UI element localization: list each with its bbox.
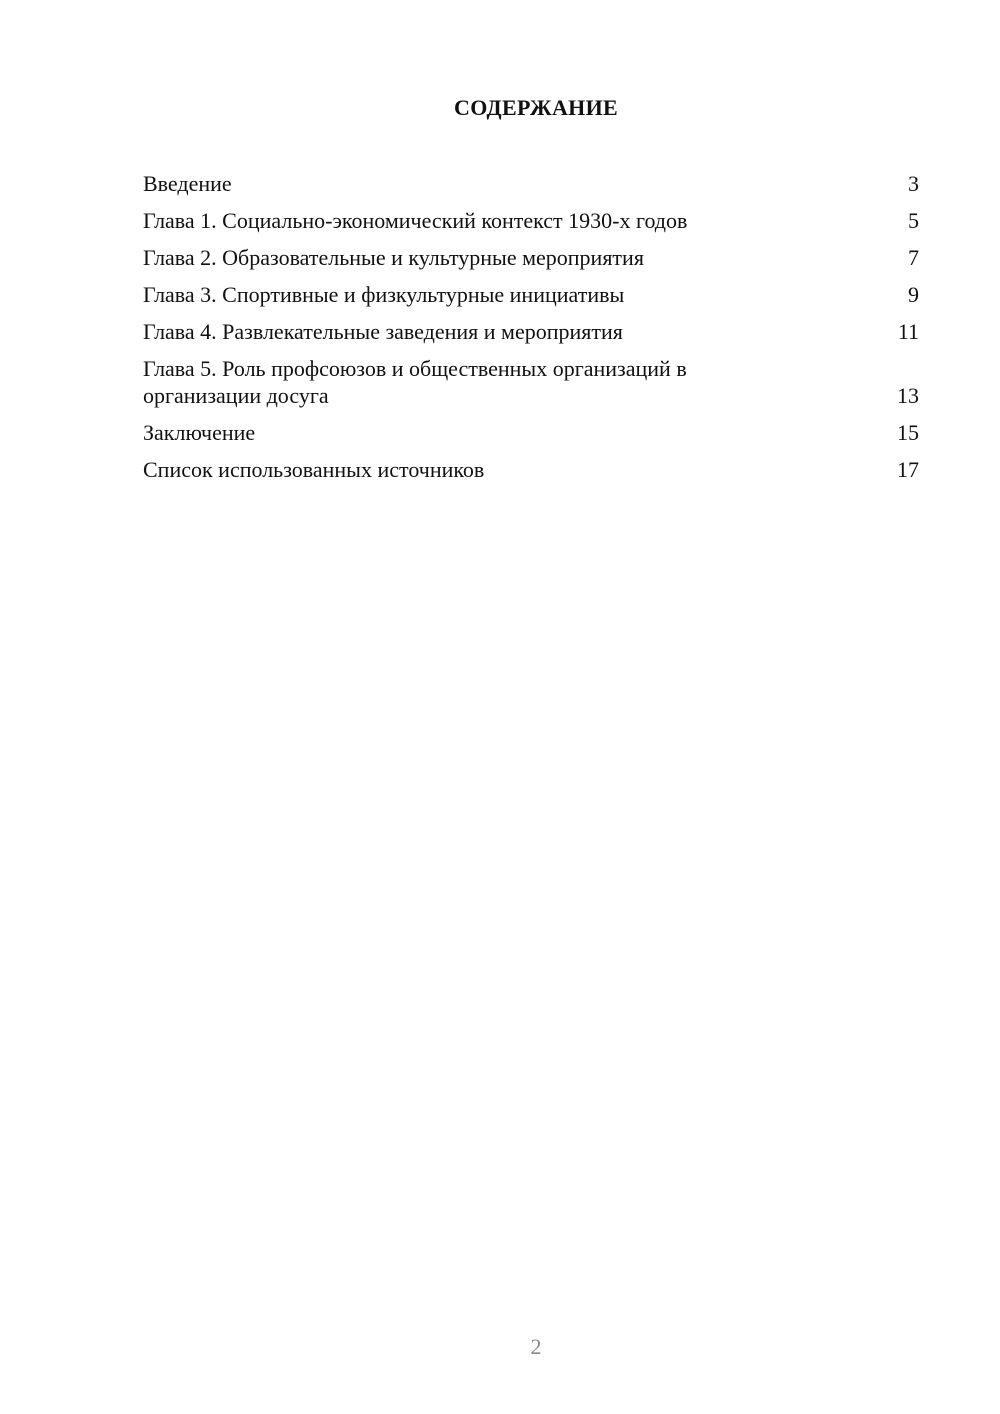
toc-entry-introduction	[143, 170, 919, 197]
toc-entry-text: Список использованных источников	[143, 457, 485, 482]
toc-entry-page: 7	[908, 245, 919, 270]
toc-entry-chapter-4	[143, 318, 919, 345]
toc-entry-chapter-5	[143, 355, 919, 409]
toc-entry-page: 5	[908, 208, 919, 233]
toc-entry-page: 17	[897, 457, 919, 482]
toc-entry-text: Глава 5. Роль профсоюзов и общественных организаций в организации досуга	[143, 356, 687, 408]
toc-entry-conclusion	[143, 419, 919, 446]
toc-entry-page: 11	[897, 319, 919, 344]
page-title: СОДЕРЖАНИЕ	[454, 95, 618, 120]
toc-entry-chapter-2	[143, 244, 919, 271]
toc-entry-text: Глава 4. Развлекательные заведения и мероприятия	[143, 319, 623, 344]
toc-entry-text: Введение	[143, 171, 232, 196]
toc-entry-chapter-1	[143, 207, 919, 234]
toc-entry-page: 13	[897, 383, 919, 408]
toc-entry-text: Глава 3. Спортивные и физкультурные инициативы	[143, 282, 625, 307]
toc-entry-chapter-3	[143, 281, 919, 308]
toc-entry-references	[143, 456, 919, 483]
toc-entry-text: Глава 2. Образовательные и культурные мероприятия	[143, 245, 644, 270]
page-number: 2	[530, 1334, 542, 1359]
toc-entry-page: 9	[908, 282, 919, 307]
toc-entry-page: 3	[908, 171, 919, 196]
toc-entry-text: Заключение	[143, 420, 256, 445]
toc-entry-page: 15	[897, 420, 919, 445]
table-of-contents	[143, 170, 919, 493]
toc-entry-text: Глава 1. Социально-экономический контекст 1930-х годов	[143, 208, 688, 233]
